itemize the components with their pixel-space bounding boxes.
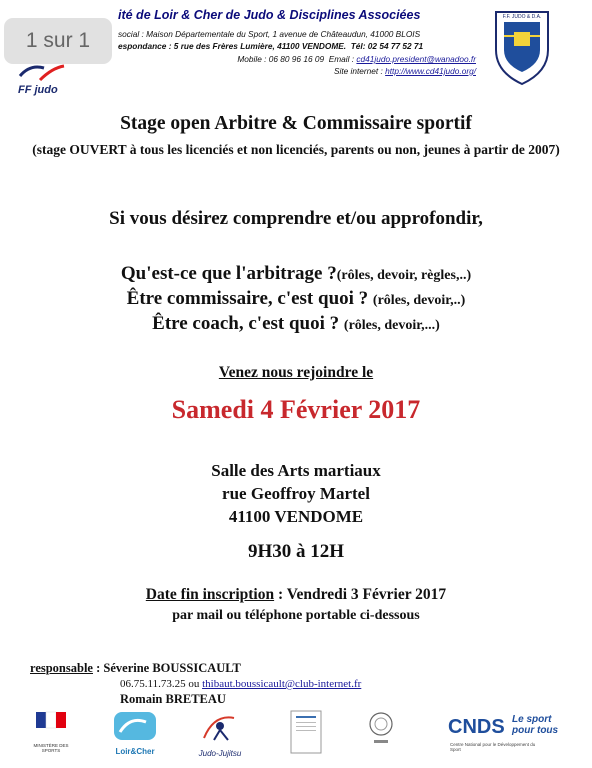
site-link[interactable]: http://www.cd41judo.org/ [385, 66, 476, 76]
question-detail: (rôles, devoir,..) [372, 293, 466, 308]
olympic-committee-logo [366, 710, 396, 766]
email-label: Email : [328, 54, 355, 64]
site-line [334, 66, 476, 76]
venue-street: rue Geoffroy Martel [222, 484, 370, 503]
ligue-judo-logo [190, 710, 250, 766]
responsible-line [30, 661, 241, 676]
french-flag-icon [28, 710, 74, 732]
responsible-phone: 06.75.11.73.25 ou [120, 678, 203, 690]
question-arbitrage [0, 263, 592, 285]
question-coach [0, 313, 592, 335]
cnds-logo [440, 710, 570, 766]
registration-deadline [0, 586, 592, 604]
question-main: Être coach, c'est quoi ? [152, 313, 344, 334]
question-detail: (rôles, devoir, règles,..) [336, 268, 472, 283]
ffjudo-logo [18, 62, 68, 96]
responsible-contact [120, 678, 361, 690]
address-line: social : Maison Départementale du Sport, 1 avenue de Châteaudun, 41000 BLOIS [118, 29, 421, 39]
cnds-slogan: Le sport pour tous [512, 714, 559, 736]
event-subtitle: (stage OUVERT à tous les licenciés et non licenciés, parents ou non, jeunes à partir de 2007) [32, 142, 560, 157]
second-responsible: Romain BRETEAU [120, 692, 226, 706]
ffjudo-logo-text: FF judo [18, 84, 58, 96]
olympic-seal-icon [366, 710, 396, 750]
judoka-figure-icon [190, 710, 250, 744]
ffjudo-emblem-icon [18, 62, 68, 84]
loir-cher-shape-icon [112, 710, 158, 742]
event-title: Stage open Arbitre & Commissaire sportif [120, 113, 472, 134]
deadline-label: Date fin inscription [145, 586, 275, 603]
mobile-number: Mobile : 06 80 96 16 09 [237, 54, 325, 64]
cnds-subtext: Centre National pour le Développement du Sport [450, 742, 536, 752]
header-block [118, 8, 486, 93]
intro-text: Si vous désirez comprendre et/ou approfondir, [109, 208, 483, 229]
tel-number: Tél: 02 54 77 52 71 [350, 41, 424, 51]
question-main: Qu'est-ce que l'arbitrage ? [120, 263, 337, 284]
question-commissaire [0, 288, 592, 310]
document-logo [290, 710, 322, 766]
republique-logo [28, 710, 74, 766]
email-link[interactable]: cd41judo.president@wanadoo.fr [356, 54, 476, 64]
committee-title: ité de Loir & Cher de Judo & Disciplines Associées [118, 8, 421, 22]
event-time: 9H30 à 12H [247, 541, 345, 562]
ligue-judo-logo-text: Judo-Jujitsu [198, 749, 242, 758]
responsible-email-link[interactable]: thibaut.boussicault@club-internet.fr [202, 678, 362, 690]
crest-text: F.F. JUDO & D.A. [502, 14, 542, 20]
venue-city: 41100 VENDOME [228, 507, 364, 526]
loir-cher-logo [112, 710, 158, 766]
cnds-logo-text: CNDS [448, 716, 505, 738]
responsible-name: : Séverine BOUSSICAULT [92, 661, 241, 675]
deadline-value: : Vendredi 3 Février 2017 [274, 586, 447, 603]
join-text: Venez nous rejoindre le [218, 364, 374, 381]
republique-logo-text: MINISTÈRE DES SPORTS [33, 743, 69, 753]
committee-crest [492, 6, 552, 86]
question-detail: (rôles, devoir,...) [343, 318, 440, 333]
question-main: Être commissaire, c'est quoi ? [126, 288, 373, 309]
mobile-line [237, 54, 476, 64]
contact-mode: par mail ou téléphone portable ci-dessous [172, 608, 420, 623]
venue-name: Salle des Arts martiaux [211, 461, 381, 480]
document-page-icon [290, 710, 322, 754]
responsible-label: responsable [30, 661, 93, 675]
loir-cher-logo-text: Loir&Cher [115, 747, 155, 756]
site-label: Site internet : [333, 66, 383, 76]
correspondence-label: espondance : 5 rue des Frères Lumière, 41100 VENDOME. [118, 41, 347, 51]
correspondence-line [118, 41, 423, 51]
event-date: Samedi 4 Février 2017 [171, 395, 421, 424]
page-indicator: 1 sur 1 [4, 18, 112, 64]
